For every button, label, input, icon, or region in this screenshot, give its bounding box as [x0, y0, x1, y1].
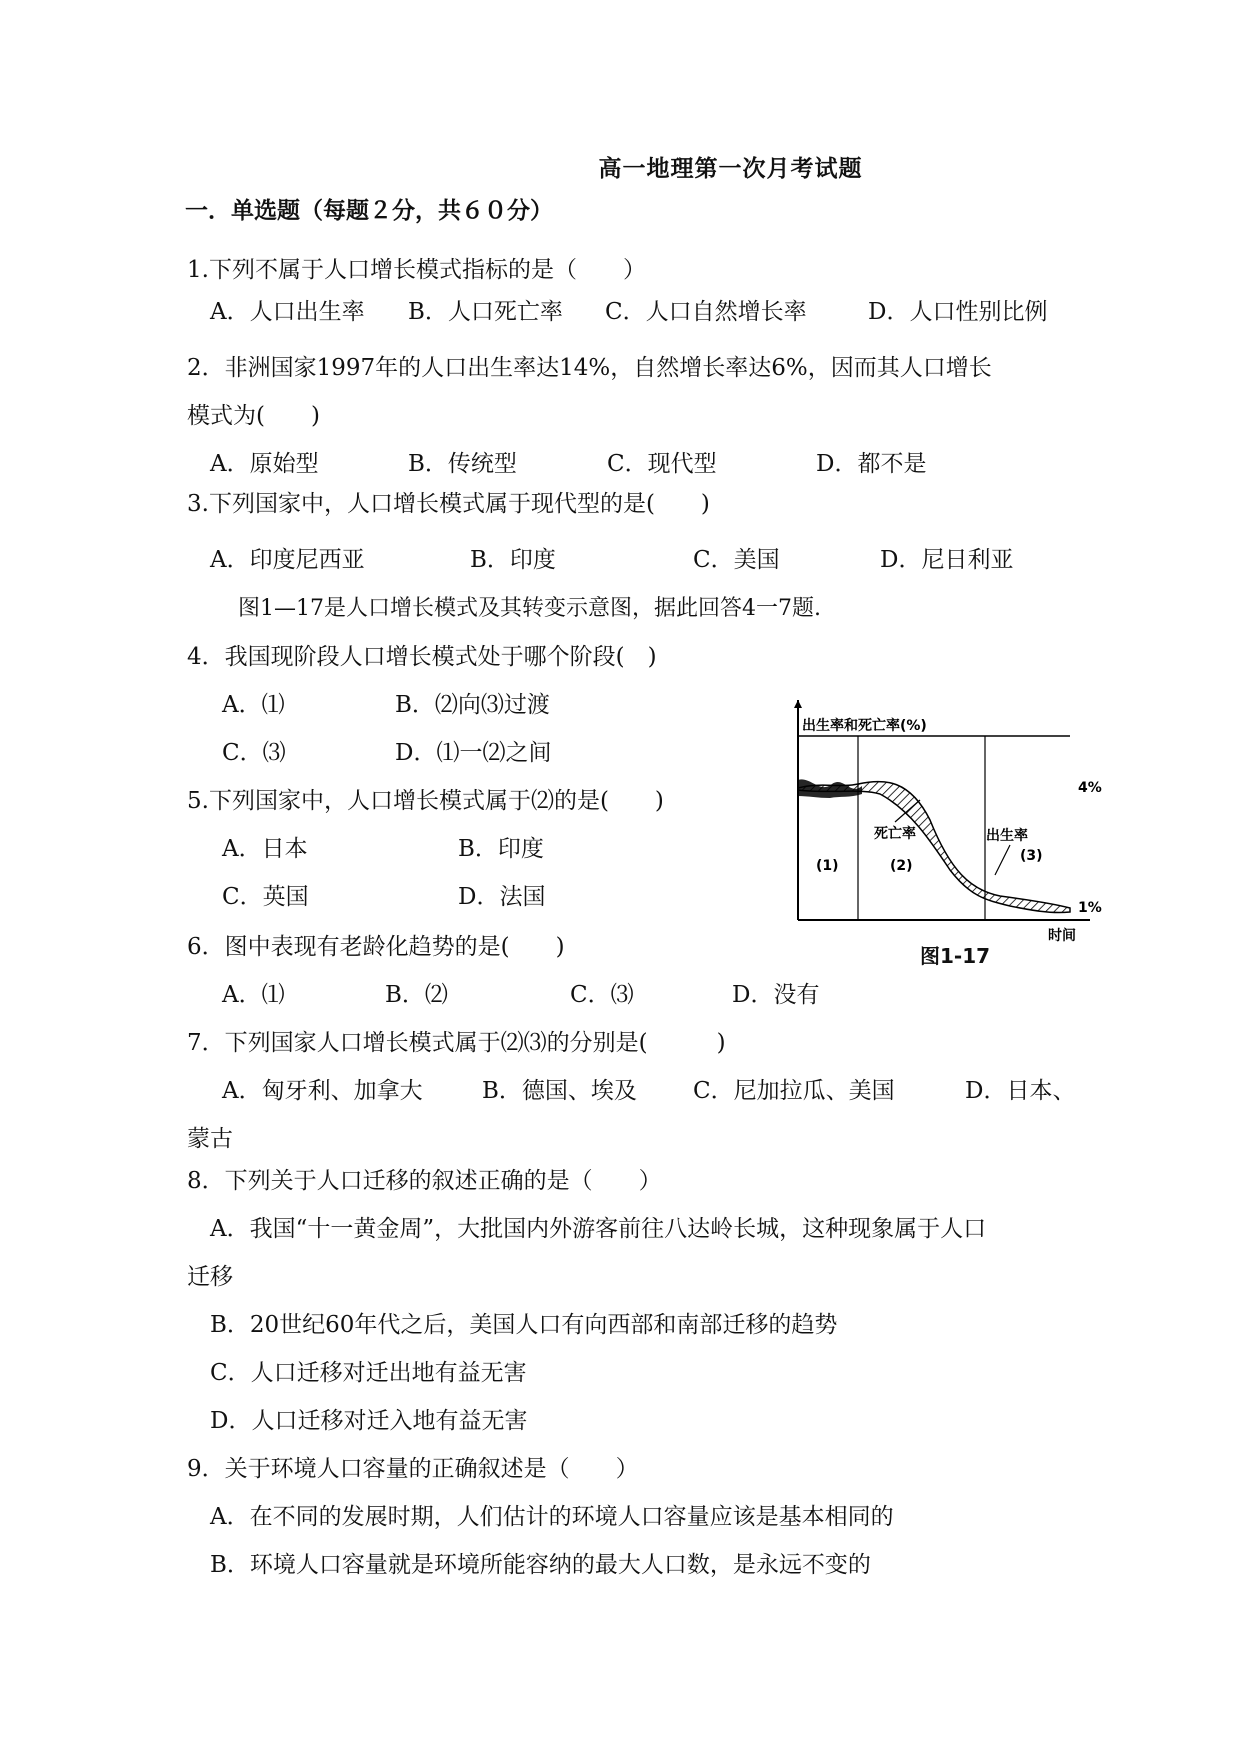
question-1-stem: 1.下列不属于人口增长模式指标的是（ ） [187, 257, 646, 283]
q5-option-d: D．法国 [458, 884, 546, 910]
question-3-stem: 3.下列国家中，人口增长模式属于现代型的是( ) [187, 491, 710, 517]
q3-option-c: C．美国 [693, 547, 780, 573]
q7-option-a: A．匈牙利、加拿大 [222, 1078, 423, 1104]
q4-option-a: A．⑴ [222, 692, 285, 718]
q7-option-b: B．德国、埃及 [482, 1078, 637, 1104]
population-transition-diagram [790, 700, 1120, 950]
stage1-noise [798, 779, 862, 798]
q1-option-a: A．人口出生率 [210, 299, 365, 325]
q6-option-b: B．⑵ [385, 982, 448, 1008]
q2-option-d: D．都不是 [816, 451, 927, 477]
q6-option-a: A．⑴ [222, 982, 285, 1008]
question-2-stem-line1: 2．非洲国家1997年的人口出生率达14%，自然增长率达6%，因而其人口增长 [187, 355, 992, 381]
q5-option-a: A．日本 [222, 836, 308, 862]
page-title: 高一地理第一次月考试题 [598, 156, 863, 182]
q9-option-a: A．在不同的发展时期，人们估计的环境人口容量应该是基本相同的 [210, 1504, 894, 1530]
chart-xlabel: 时间 [1048, 928, 1076, 944]
q8-option-c: C．人口迁移对迁出地有益无害 [210, 1360, 527, 1386]
chart-stage-2: (2) [890, 858, 913, 874]
q1-option-d: D．人口性别比例 [868, 299, 1048, 325]
question-4-stem: 4．我国现阶段人口增长模式处于哪个阶段( ) [187, 644, 657, 670]
chart-tick-high: 4% [1078, 780, 1102, 796]
question-8-stem: 8．下列关于人口迁移的叙述正确的是（ ） [187, 1168, 662, 1194]
q4-option-c: C．⑶ [222, 740, 286, 766]
q5-option-c: C．英国 [222, 884, 309, 910]
q8-option-a-line1: A．我国“十一黄金周”，大批国内外游客前往八达岭长城，这种现象属于人口 [210, 1216, 987, 1242]
chart-stage-1: (1) [816, 858, 839, 874]
q8-option-d: D．人口迁移对迁入地有益无害 [210, 1408, 528, 1434]
q2-option-c: C．现代型 [607, 451, 717, 477]
q6-option-c: C．⑶ [570, 982, 634, 1008]
chart-birth-label: 出生率 [986, 828, 1028, 844]
figure-caption: 图1-17 [920, 944, 991, 968]
q7-option-d: D．日本、 [965, 1078, 1076, 1104]
question-6-stem: 6．图中表现有老龄化趋势的是( ) [187, 934, 565, 960]
q1-option-c: C．人口自然增长率 [605, 299, 807, 325]
question-5-stem: 5.下列国家中，人口增长模式属于⑵的是( ) [187, 788, 664, 814]
birth-rate-pointer [995, 845, 1010, 875]
q3-option-a: A．印度尼西亚 [210, 547, 365, 573]
q7-option-c: C．尼加拉瓜、美国 [693, 1078, 895, 1104]
q1-option-b: B．人口死亡率 [408, 299, 563, 325]
chart-stage-3: (3) [1020, 848, 1043, 864]
q3-option-b: B．印度 [470, 547, 556, 573]
chart-ylabel: 出生率和死亡率(%) [802, 718, 927, 734]
section-heading: 一．单选题（每题２分，共６０分） [185, 198, 553, 224]
chart-tick-low: 1% [1078, 900, 1102, 916]
q7-option-d-continued: 蒙古 [187, 1126, 233, 1152]
q8-option-a-line2: 迁移 [187, 1264, 233, 1290]
y-axis-arrow-icon [794, 700, 802, 708]
natural-growth-band [798, 781, 1070, 912]
question-9-stem: 9．关于环境人口容量的正确叙述是（ ） [187, 1456, 639, 1482]
q6-option-d: D．没有 [732, 982, 820, 1008]
q5-option-b: B．印度 [458, 836, 544, 862]
q4-option-d: D．⑴一⑵之间 [395, 740, 552, 766]
question-7-stem: 7．下列国家人口增长模式属于⑵⑶的分别是( ) [187, 1030, 726, 1056]
q3-option-d: D．尼日利亚 [880, 547, 1014, 573]
q9-option-b: B．环境人口容量就是环境所能容纳的最大人口数，是永远不变的 [210, 1552, 871, 1578]
q2-option-b: B．传统型 [408, 451, 517, 477]
q2-option-a: A．原始型 [210, 451, 319, 477]
question-2-stem-line2: 模式为( ) [187, 403, 320, 429]
q8-option-b: B．20世纪60年代之后，美国人口有向西部和南部迁移的趋势 [210, 1312, 838, 1338]
chart-death-label: 死亡率 [874, 826, 916, 842]
q4-option-b: B．⑵向⑶过渡 [395, 692, 550, 718]
figure-intro: 图1—17是人口增长模式及其转变示意图，据此回答4一7题. [238, 596, 821, 621]
